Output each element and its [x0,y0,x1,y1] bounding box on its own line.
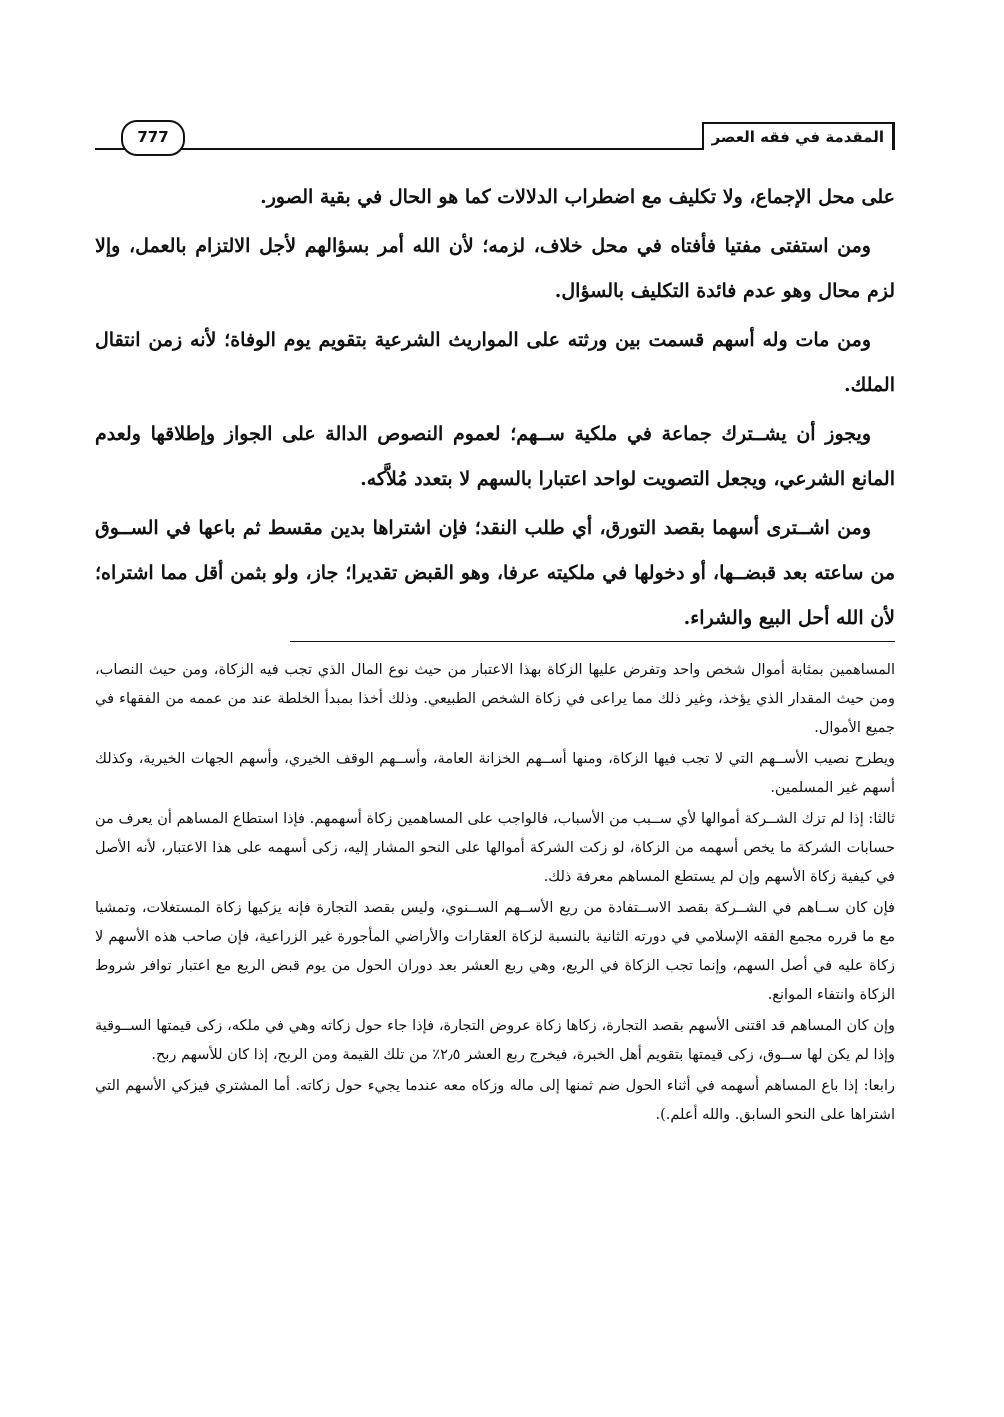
book-title: المقدمة في فقه العصر [702,122,895,150]
main-text [95,175,895,645]
main-paragraph: على محل الإجماع، ولا تكليف مع اضطراب الدلالات كما هو الحال في بقية الصور. [260,186,895,208]
footnote-separator [290,641,895,642]
running-header [95,118,895,152]
footnote-paragraph: فإن كان ســاهم في الشــركة بقصد الاســتفادة من ريع الأســهم الســنوي، وليس بقصد التجارة فإنه يزكيها زكاة المستغلات، وتمشيا مع ما قرره مجمع الفقه الإسلامي في دورته الثانية بالنسبة لزكاة العقارات والأراضي المأجورة غير الزراعية، فإن صاحب هذه الأسهم لا زكاة عليه في أصل السهم، وإنما تجب الزكاة في الريع، وهي ربع العشر بعد دوران الحول من يوم قبض الريع مع اعتبار توافر شروط الزكاة وانتفاء الموانع. [95,900,895,1003]
footnote-paragraph: ثالثا: إذا لم تزك الشــركة أموالها لأي ســبب من الأسباب، فالواجب على المساهمين زكاة أسهمهم. فإذا استطاع المساهم أن يعرف من حسابات الشركة ما يخص أسهمه من الزكاة، لو زكت الشركة أموالها على النحو المشار إليه، زكى أسهمه على هذا الاعتبار، لأنه الأصل في كيفية زكاة الأسهم وإن لم يستطع المساهم معرفة ذلك. [95,811,895,885]
main-paragraph: ويجوز أن يشــترك جماعة في ملكية ســهم؛ لعموم النصوص الدالة على الجواز وإطلاقها ولعدم المانع الشرعي، ويجعل التصويت لواحد اعتبارا بالسهم لا بتعدد مُلاَّكه. [95,423,895,490]
footnote-text [95,656,895,1132]
footnote-paragraph: وإن كان المساهم قد اقتنى الأسهم بقصد التجارة، زكاها زكاة عروض التجارة، فإذا جاء حول زكاته وهي في ملكه، زكى قيمتها الســوقية وإذا لم يكن لها ســوق، زكى قيمتها بتقويم أهل الخبرة، فيخرج ربع العشر ٢٫٥٪ من تلك القيمة ومن الربح، إذا كان للأسهم ربح. [95,1018,895,1063]
footnote-paragraph: ويطرح نصيب الأســهم التي لا تجب فيها الزكاة، ومنها أســهم الخزانة العامة، وأســهم الوقف الخيري، وأسهم الجهات الخيرية، وكذلك أسهم غير المسلمين. [95,751,896,796]
main-paragraph: ومن استفتى مفتيا فأفتاه في محل خلاف، لزمه؛ لأن الله أمر بسؤالهم لأجل الالتزام بالعمل، وإلا لزم محال وهو عدم فائدة التكليف بالسؤال. [95,235,895,302]
main-paragraph: ومن مات وله أسهم قسمت بين ورثته على المواريث الشرعية بتقويم يوم الوفاة؛ لأنه زمن انتقال الملك. [95,329,895,396]
main-paragraph: ومن اشــترى أسهما بقصد التورق، أي طلب النقد؛ فإن اشتراها بدين مقسط ثم باعها في الســوق من ساعته بعد قبضــها، أو دخولها في ملكيته عرفا، وهو القبض تقديرا؛ جاز، ولو بثمن أقل مما اشتراه؛ لأن الله أحل البيع والشراء. [95,517,895,629]
footnote-paragraph: المساهمين بمثابة أموال شخص واحد وتفرض عليها الزكاة بهذا الاعتبار من حيث نوع المال الذي تجب فيه الزكاة، ومن حيث النصاب، ومن حيث المقدار الذي يؤخذ، وغير ذلك مما يراعى في زكاة الشخص الطبيعي. وذلك أخذا بمبدأ الخلطة عند من عممه من الفقهاء في جميع الأموال. [95,662,895,736]
footnote-paragraph: رابعا: إذا باع المساهم أسهمه في أثناء الحول ضم ثمنها إلى ماله وزكاه معه عندما يجيء حول زكاته. أما المشتري فيزكي الأسهم التي اشتراها على النحو السابق. والله أعلم.). [95,1078,895,1123]
page-number: 777 [121,120,185,156]
